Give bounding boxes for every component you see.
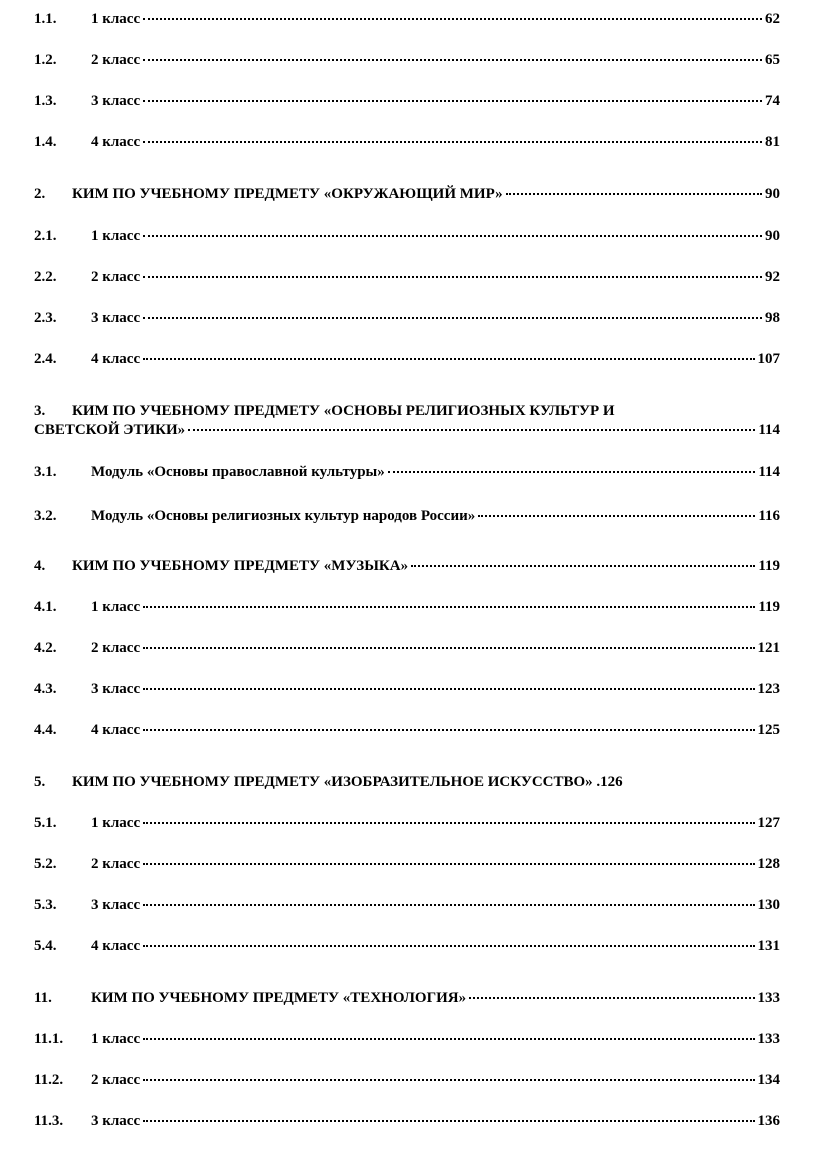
toc-number: 4.: [34, 558, 46, 574]
toc-entry-2[interactable]: [34, 185, 780, 204]
toc-number: 4.4.: [34, 722, 57, 738]
toc-entry-3[interactable]: [34, 402, 780, 440]
toc-number: 5.3.: [34, 897, 57, 913]
toc-title: 4 класс: [91, 722, 141, 738]
toc-title-line-2: [34, 421, 780, 440]
toc-page-number: 121: [757, 640, 780, 656]
toc-number: 4.3.: [34, 681, 57, 697]
toc-leader: [143, 1038, 754, 1040]
toc-page-number: 119: [758, 558, 780, 574]
toc-entry-3-1[interactable]: [34, 463, 780, 482]
toc-title: 2 класс: [91, 856, 141, 872]
toc-title: КИМ ПО УЧЕБНОМУ ПРЕДМЕТУ «ОКРУЖАЮЩИЙ МИР»: [72, 186, 503, 202]
toc-entry-5-4[interactable]: [34, 937, 780, 956]
toc-leader: [143, 904, 754, 906]
toc-leader: [143, 276, 762, 278]
toc-title: КИМ ПО УЧЕБНОМУ ПРЕДМЕТУ «ОСНОВЫ РЕЛИГИОЗНЫХ КУЛЬТУР И: [72, 403, 615, 419]
toc-leader: [143, 647, 754, 649]
toc-number: 11.3.: [34, 1113, 64, 1129]
toc-leader: [411, 565, 755, 567]
toc-title: КИМ ПО УЧЕБНОМУ ПРЕДМЕТУ «ИЗОБРАЗИТЕЛЬНОЕ ИСКУССТВО» .126: [72, 774, 623, 790]
toc-title: Модуль «Основы православной культуры»: [91, 464, 385, 480]
toc-title: КИМ ПО УЧЕБНОМУ ПРЕДМЕТУ «ТЕХНОЛОГИЯ»: [91, 990, 467, 1006]
toc-leader: [143, 59, 762, 61]
toc-number: 2.1.: [34, 228, 57, 244]
toc-entry-11-2[interactable]: [34, 1071, 780, 1090]
toc-title: 2 класс: [91, 1072, 141, 1088]
toc-page-number: 134: [757, 1072, 780, 1088]
toc-number: 11.1.: [34, 1031, 64, 1047]
toc-number: 1.4.: [34, 134, 57, 150]
toc-number: 2.3.: [34, 310, 57, 326]
toc-leader: [478, 515, 755, 517]
toc-page-number: 125: [757, 722, 780, 738]
toc-title: 3 класс: [91, 897, 141, 913]
toc-number: 5.1.: [34, 815, 57, 831]
toc-title: 1 класс: [91, 815, 141, 831]
toc-title: 3 класс: [91, 1113, 141, 1129]
toc-leader: [143, 317, 762, 319]
toc-page-number: 90: [765, 186, 780, 202]
toc-number: 2.2.: [34, 269, 57, 285]
toc-entry-1-1[interactable]: [34, 10, 780, 29]
toc-title: 3 класс: [91, 681, 141, 697]
toc-title-continued: СВЕТСКОЙ ЭТИКИ»: [34, 422, 186, 438]
toc-title: 4 класс: [91, 134, 141, 150]
toc-number: 1.3.: [34, 93, 57, 109]
toc-leader: [143, 141, 762, 143]
toc-title: Модуль «Основы религиозных культур народов России»: [91, 508, 476, 524]
toc-page-number: 133: [757, 1031, 780, 1047]
toc-entry-2-4[interactable]: [34, 350, 780, 369]
toc-page-number: 133: [757, 990, 780, 1006]
toc-entry-3-2[interactable]: [34, 507, 780, 526]
toc-page-number: 90: [765, 228, 780, 244]
toc-page-number: 119: [758, 599, 780, 615]
toc-number: 3.: [34, 403, 46, 419]
toc-title: КИМ ПО УЧЕБНОМУ ПРЕДМЕТУ «МУЗЫКА»: [72, 558, 409, 574]
toc-page-number: 130: [757, 897, 780, 913]
toc-page-number: 107: [757, 351, 780, 367]
toc-entry-4-1[interactable]: [34, 598, 780, 617]
toc-title: 2 класс: [91, 640, 141, 656]
toc-number: 2.4.: [34, 351, 57, 367]
toc-page-number: 128: [757, 856, 780, 872]
toc-page-number: 114: [758, 464, 780, 480]
toc-title: 1 класс: [91, 228, 141, 244]
toc-entry-2-3[interactable]: [34, 309, 780, 328]
toc-leader: [143, 945, 754, 947]
toc-number: 4.1.: [34, 599, 57, 615]
toc-page-number: 116: [758, 508, 780, 524]
toc-title: 1 класс: [91, 11, 141, 27]
toc-leader: [143, 688, 754, 690]
toc-entry-5[interactable]: [34, 773, 780, 792]
toc-leader: [143, 822, 754, 824]
toc-title: 1 класс: [91, 1031, 141, 1047]
toc-title: 2 класс: [91, 269, 141, 285]
toc-leader: [143, 1079, 754, 1081]
toc-entry-1-2[interactable]: [34, 51, 780, 70]
toc-page-number: 114: [758, 422, 780, 438]
toc-page-number: 92: [765, 269, 780, 285]
toc-entry-4-2[interactable]: [34, 639, 780, 658]
toc-leader: [143, 863, 754, 865]
toc-number: 1.2.: [34, 52, 57, 68]
toc-number: 5.: [34, 774, 46, 790]
toc-title: 3 класс: [91, 93, 141, 109]
toc-entry-5-3[interactable]: [34, 896, 780, 915]
toc-entry-1-4[interactable]: [34, 133, 780, 152]
toc-leader: [143, 100, 762, 102]
toc-page-number: 98: [765, 310, 780, 326]
toc-number: 11.2.: [34, 1072, 64, 1088]
toc-entry-5-1[interactable]: [34, 814, 780, 833]
toc-title: 1 класс: [91, 599, 141, 615]
toc-title: 2 класс: [91, 52, 141, 68]
toc-page-number: 74: [765, 93, 780, 109]
toc-entry-4[interactable]: [34, 557, 780, 576]
toc-entry-2-1[interactable]: [34, 227, 780, 246]
toc-entry-1-3[interactable]: [34, 92, 780, 111]
toc-title: 3 класс: [91, 310, 141, 326]
toc-title: 4 класс: [91, 351, 141, 367]
toc-page-number: 136: [757, 1113, 780, 1129]
toc-number: 1.1.: [34, 11, 57, 27]
toc-leader: [188, 429, 755, 431]
toc-leader: [388, 471, 756, 473]
toc-page-number: 123: [757, 681, 780, 697]
toc-leader: [469, 997, 754, 999]
toc-page-number: 131: [757, 938, 780, 954]
toc-title-line-1: [34, 402, 780, 421]
toc-number: 3.1.: [34, 464, 57, 480]
toc-entry-4-3[interactable]: [34, 680, 780, 699]
toc-leader: [506, 193, 762, 195]
toc-number: 5.4.: [34, 938, 57, 954]
toc-leader: [143, 235, 762, 237]
toc-entry-11-3[interactable]: [34, 1112, 780, 1131]
toc-number: 3.2.: [34, 508, 57, 524]
toc-number: 2.: [34, 186, 46, 202]
toc-page-number: 81: [765, 134, 780, 150]
toc-leader: [143, 358, 754, 360]
toc-title: 4 класс: [91, 938, 141, 954]
toc-leader: [143, 729, 754, 731]
toc-page-number: 62: [765, 11, 780, 27]
toc-leader: [143, 606, 755, 608]
toc-entry-2-2[interactable]: [34, 268, 780, 287]
toc-number: 4.2.: [34, 640, 57, 656]
toc-leader: [143, 18, 762, 20]
toc-number: 11.: [34, 990, 52, 1006]
toc-entry-11[interactable]: [34, 989, 780, 1008]
toc-number: 5.2.: [34, 856, 57, 872]
toc-entry-4-4[interactable]: [34, 721, 780, 740]
toc-page-number: 65: [765, 52, 780, 68]
toc-entry-11-1[interactable]: [34, 1030, 780, 1049]
toc-leader: [143, 1120, 754, 1122]
toc-entry-5-2[interactable]: [34, 855, 780, 874]
toc-page-number: 127: [757, 815, 780, 831]
